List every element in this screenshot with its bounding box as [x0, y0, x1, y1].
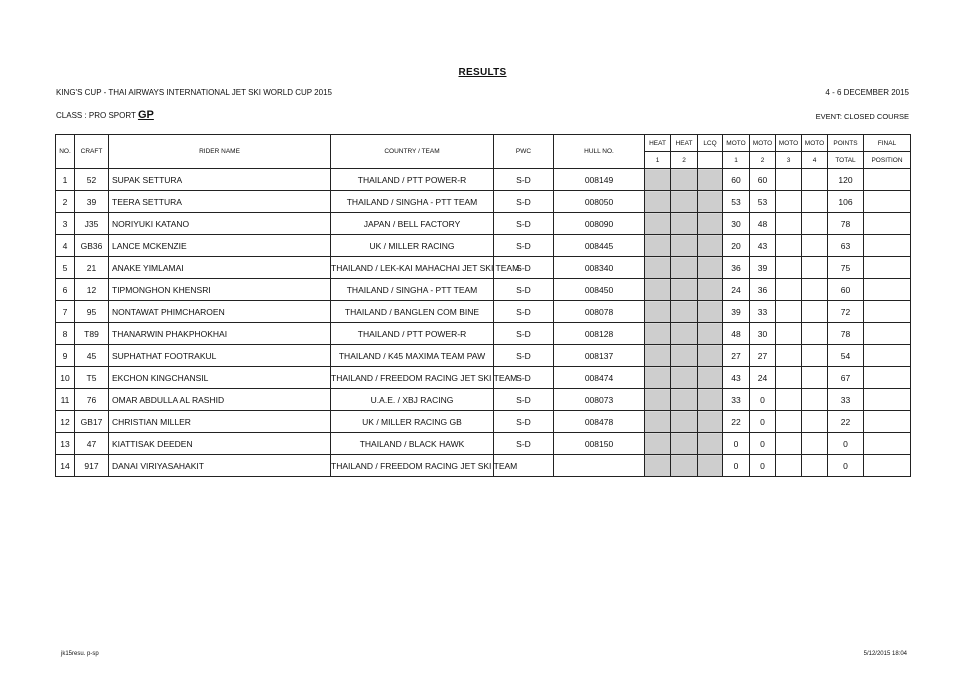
table-row	[56, 323, 911, 345]
cell-moto1: 20	[723, 235, 750, 257]
footer-timestamp: 5/12/2015 18:04	[863, 651, 907, 657]
col-moto1: MOTO	[723, 135, 750, 152]
cell-heat2	[671, 455, 698, 477]
cell-heat2	[671, 257, 698, 279]
cell-points-total: 67	[828, 367, 864, 389]
cell-points-total: 106	[828, 191, 864, 213]
cell-no: 7	[56, 301, 75, 323]
cell-no: 1	[56, 169, 75, 191]
cell-country: THAILAND / BANGLEN COM BINE	[331, 301, 494, 323]
cell-lcq	[698, 301, 723, 323]
cell-heat1	[645, 411, 671, 433]
cell-no: 11	[56, 389, 75, 411]
table-row	[56, 345, 911, 367]
cell-moto2: 0	[750, 455, 776, 477]
col-heat1-num: 1	[645, 152, 671, 169]
col-moto2-num: 2	[750, 152, 776, 169]
table-row	[56, 433, 911, 455]
cell-moto1: 39	[723, 301, 750, 323]
col-lcq-sub	[698, 152, 723, 169]
cell-country: THAILAND / BLACK HAWK	[331, 433, 494, 455]
cell-moto3	[776, 191, 802, 213]
cell-points-total: 60	[828, 279, 864, 301]
cell-pwc: S-D	[494, 191, 554, 213]
cell-points-total: 0	[828, 433, 864, 455]
cell-moto1: 33	[723, 389, 750, 411]
table-row	[56, 301, 911, 323]
cell-country: U.A.E. / XBJ RACING	[331, 389, 494, 411]
cell-rider: OMAR ABDULLA AL RASHID	[109, 389, 331, 411]
cell-moto2: 24	[750, 367, 776, 389]
cell-final-position	[864, 279, 911, 301]
cell-no: 14	[56, 455, 75, 477]
cell-craft: T89	[75, 323, 109, 345]
cell-lcq	[698, 389, 723, 411]
table-row	[56, 455, 911, 477]
cell-hull	[554, 455, 645, 477]
cell-no: 6	[56, 279, 75, 301]
cell-country: UK / MILLER RACING	[331, 235, 494, 257]
cell-moto4	[802, 301, 828, 323]
cell-rider: CHRISTIAN MILLER	[109, 411, 331, 433]
cell-moto3	[776, 279, 802, 301]
cell-moto2: 48	[750, 213, 776, 235]
cell-lcq	[698, 257, 723, 279]
cell-moto2: 0	[750, 411, 776, 433]
class-line	[56, 109, 154, 121]
cell-pwc: S-D	[494, 389, 554, 411]
cell-hull: 008149	[554, 169, 645, 191]
cell-moto3	[776, 169, 802, 191]
cell-moto3	[776, 345, 802, 367]
cell-hull: 008150	[554, 433, 645, 455]
table-row	[56, 279, 911, 301]
cell-points-total: 33	[828, 389, 864, 411]
cell-lcq	[698, 279, 723, 301]
cell-rider: NORIYUKI KATANO	[109, 213, 331, 235]
cell-heat2	[671, 191, 698, 213]
cell-moto1: 0	[723, 455, 750, 477]
cell-points-total: 54	[828, 345, 864, 367]
cell-hull: 008445	[554, 235, 645, 257]
cell-final-position	[864, 235, 911, 257]
cell-moto3	[776, 235, 802, 257]
cell-hull: 008128	[554, 323, 645, 345]
event-type: EVENT: CLOSED COURSE	[815, 112, 909, 121]
cell-moto2: 53	[750, 191, 776, 213]
results-body	[56, 169, 911, 477]
cell-craft: GB36	[75, 235, 109, 257]
cell-craft: 47	[75, 433, 109, 455]
cell-no: 10	[56, 367, 75, 389]
cell-no: 4	[56, 235, 75, 257]
cell-points-total: 120	[828, 169, 864, 191]
cell-final-position	[864, 345, 911, 367]
cell-rider: TIPMONGHON KHENSRI	[109, 279, 331, 301]
cell-craft: 917	[75, 455, 109, 477]
cell-moto4	[802, 213, 828, 235]
col-moto2: MOTO	[750, 135, 776, 152]
cell-moto4	[802, 235, 828, 257]
cell-heat2	[671, 389, 698, 411]
cell-hull: 008340	[554, 257, 645, 279]
cell-lcq	[698, 367, 723, 389]
cell-moto4	[802, 345, 828, 367]
cell-heat1	[645, 257, 671, 279]
cell-heat1	[645, 301, 671, 323]
cell-moto4	[802, 169, 828, 191]
cell-moto4	[802, 191, 828, 213]
cell-moto4	[802, 257, 828, 279]
cell-heat1	[645, 433, 671, 455]
cell-heat2	[671, 323, 698, 345]
cell-no: 5	[56, 257, 75, 279]
table-row	[56, 367, 911, 389]
page-title: RESULTS	[458, 67, 507, 78]
cell-moto3	[776, 367, 802, 389]
cell-rider: SUPHATHAT FOOTRAKUL	[109, 345, 331, 367]
cell-heat1	[645, 345, 671, 367]
cell-rider: DANAI VIRIYASAHAKIT	[109, 455, 331, 477]
cell-hull: 008050	[554, 191, 645, 213]
cell-moto4	[802, 433, 828, 455]
cell-points-total: 72	[828, 301, 864, 323]
cell-lcq	[698, 191, 723, 213]
cell-moto2: 27	[750, 345, 776, 367]
cell-points-total: 22	[828, 411, 864, 433]
cell-country: THAILAND / LEK-KAI MAHACHAI JET SKI TEAM	[331, 257, 494, 279]
cell-moto3	[776, 411, 802, 433]
footer-file: jk15resu. p-sp	[61, 651, 99, 657]
cell-heat2	[671, 411, 698, 433]
cell-moto3	[776, 433, 802, 455]
cell-heat1	[645, 235, 671, 257]
table-row	[56, 411, 911, 433]
cell-moto1: 22	[723, 411, 750, 433]
col-rider: RIDER NAME	[109, 135, 331, 169]
cell-moto3	[776, 455, 802, 477]
cell-moto2: 43	[750, 235, 776, 257]
col-points: POINTS	[828, 135, 864, 152]
cell-final-position	[864, 213, 911, 235]
cell-country: THAILAND / PTT POWER-R	[331, 323, 494, 345]
cell-hull: 008090	[554, 213, 645, 235]
cell-pwc: S-D	[494, 213, 554, 235]
col-final: FINAL	[864, 135, 911, 152]
col-pwc: PWC	[494, 135, 554, 169]
cell-final-position	[864, 367, 911, 389]
cell-craft: J35	[75, 213, 109, 235]
cell-country: UK / MILLER RACING GB	[331, 411, 494, 433]
cell-moto3	[776, 301, 802, 323]
cell-moto2: 33	[750, 301, 776, 323]
cell-hull: 008137	[554, 345, 645, 367]
cell-moto2: 0	[750, 433, 776, 455]
cell-craft: 12	[75, 279, 109, 301]
cell-pwc: S-D	[494, 367, 554, 389]
cell-heat1	[645, 213, 671, 235]
cell-heat1	[645, 455, 671, 477]
cell-final-position	[864, 455, 911, 477]
cell-moto2: 39	[750, 257, 776, 279]
cell-final-position	[864, 301, 911, 323]
cell-points-total: 0	[828, 455, 864, 477]
cell-pwc: S-D	[494, 257, 554, 279]
cell-craft: 45	[75, 345, 109, 367]
cell-moto2: 60	[750, 169, 776, 191]
cell-no: 12	[56, 411, 75, 433]
cell-final-position	[864, 169, 911, 191]
cell-moto4	[802, 389, 828, 411]
cell-moto4	[802, 411, 828, 433]
cell-rider: SUPAK SETTURA	[109, 169, 331, 191]
cell-final-position	[864, 433, 911, 455]
cell-no: 2	[56, 191, 75, 213]
cell-craft: 95	[75, 301, 109, 323]
cell-no: 13	[56, 433, 75, 455]
cell-points-total: 75	[828, 257, 864, 279]
cell-moto2: 30	[750, 323, 776, 345]
cell-hull: 008474	[554, 367, 645, 389]
cell-points-total: 78	[828, 213, 864, 235]
cell-hull: 008478	[554, 411, 645, 433]
cell-pwc: S-D	[494, 235, 554, 257]
cell-moto2: 0	[750, 389, 776, 411]
col-moto4-num: 4	[802, 152, 828, 169]
results-table	[55, 134, 911, 477]
cell-heat1	[645, 169, 671, 191]
cell-final-position	[864, 323, 911, 345]
col-points-total: TOTAL	[828, 152, 864, 169]
cell-moto1: 27	[723, 345, 750, 367]
cell-hull: 008078	[554, 301, 645, 323]
cell-pwc: S-D	[494, 169, 554, 191]
cell-heat1	[645, 323, 671, 345]
cell-moto1: 60	[723, 169, 750, 191]
cell-heat2	[671, 367, 698, 389]
cell-country: THAILAND / PTT POWER-R	[331, 169, 494, 191]
col-moto3-num: 3	[776, 152, 802, 169]
cell-country: THAILAND / FREEDOM RACING JET SKI TEAM	[331, 367, 494, 389]
cell-heat1	[645, 389, 671, 411]
cell-moto2: 36	[750, 279, 776, 301]
cell-final-position	[864, 257, 911, 279]
col-country: COUNTRY / TEAM	[331, 135, 494, 169]
cell-heat2	[671, 169, 698, 191]
cell-hull: 008450	[554, 279, 645, 301]
cell-rider: NONTAWAT PHIMCHAROEN	[109, 301, 331, 323]
table-row	[56, 235, 911, 257]
cell-craft: 39	[75, 191, 109, 213]
cell-craft: 21	[75, 257, 109, 279]
cell-moto4	[802, 455, 828, 477]
cell-moto4	[802, 323, 828, 345]
cell-final-position	[864, 389, 911, 411]
cell-moto1: 24	[723, 279, 750, 301]
cell-rider: LANCE MCKENZIE	[109, 235, 331, 257]
cell-pwc: S-D	[494, 279, 554, 301]
cell-pwc: S-D	[494, 411, 554, 433]
cell-heat2	[671, 301, 698, 323]
cell-lcq	[698, 345, 723, 367]
class-name: GP	[137, 109, 154, 121]
cell-lcq	[698, 169, 723, 191]
cell-craft: 76	[75, 389, 109, 411]
cell-heat1	[645, 279, 671, 301]
cell-no: 8	[56, 323, 75, 345]
cell-moto1: 36	[723, 257, 750, 279]
cell-lcq	[698, 235, 723, 257]
cell-moto3	[776, 323, 802, 345]
cell-heat1	[645, 367, 671, 389]
cell-moto4	[802, 367, 828, 389]
cell-rider: TEERA SETTURA	[109, 191, 331, 213]
cell-pwc: S-D	[494, 323, 554, 345]
cell-moto1: 53	[723, 191, 750, 213]
cell-lcq	[698, 213, 723, 235]
col-heat2-num: 2	[671, 152, 698, 169]
cell-moto1: 48	[723, 323, 750, 345]
table-row	[56, 169, 911, 191]
cell-heat2	[671, 345, 698, 367]
cell-heat1	[645, 191, 671, 213]
col-hull: HULL NO.	[554, 135, 645, 169]
cell-points-total: 78	[828, 323, 864, 345]
cell-rider: THANARWIN PHAKPHOKHAI	[109, 323, 331, 345]
col-moto3: MOTO	[776, 135, 802, 152]
col-moto1-num: 1	[723, 152, 750, 169]
cell-final-position	[864, 411, 911, 433]
cell-moto1: 43	[723, 367, 750, 389]
cell-hull: 008073	[554, 389, 645, 411]
col-heat2: HEAT	[671, 135, 698, 152]
cell-moto1: 0	[723, 433, 750, 455]
header-row	[56, 135, 911, 152]
cell-lcq	[698, 455, 723, 477]
cell-moto1: 30	[723, 213, 750, 235]
cell-lcq	[698, 323, 723, 345]
table-row	[56, 191, 911, 213]
cell-pwc: S-D	[494, 301, 554, 323]
cell-moto4	[802, 279, 828, 301]
cell-moto3	[776, 213, 802, 235]
cell-lcq	[698, 411, 723, 433]
col-lcq: LCQ	[698, 135, 723, 152]
cell-final-position	[864, 191, 911, 213]
cell-rider: ANAKE YIMLAMAI	[109, 257, 331, 279]
table-row	[56, 389, 911, 411]
cell-rider: EKCHON KINGCHANSIL	[109, 367, 331, 389]
cell-no: 3	[56, 213, 75, 235]
class-prefix: CLASS : PRO SPORT	[56, 111, 138, 120]
cell-rider: KIATTISAK DEEDEN	[109, 433, 331, 455]
cell-heat2	[671, 235, 698, 257]
col-final-position: POSITION	[864, 152, 911, 169]
cell-moto3	[776, 257, 802, 279]
col-heat1: HEAT	[645, 135, 671, 152]
col-craft: CRAFT	[75, 135, 109, 169]
cell-heat2	[671, 213, 698, 235]
table-row	[56, 213, 911, 235]
cell-country: THAILAND / K45 MAXIMA TEAM PAW	[331, 345, 494, 367]
cell-country: THAILAND / SINGHA - PTT TEAM	[331, 279, 494, 301]
col-no: NO.	[56, 135, 75, 169]
event-name: KING'S CUP - THAI AIRWAYS INTERNATIONAL JET SKI WORLD CUP 2015	[56, 88, 332, 97]
col-moto4: MOTO	[802, 135, 828, 152]
cell-lcq	[698, 433, 723, 455]
cell-pwc: S-D	[494, 433, 554, 455]
cell-country: THAILAND / FREEDOM RACING JET SKI TEAM	[331, 455, 494, 477]
cell-craft: GB17	[75, 411, 109, 433]
cell-heat2	[671, 279, 698, 301]
cell-craft: T5	[75, 367, 109, 389]
cell-no: 9	[56, 345, 75, 367]
cell-heat2	[671, 433, 698, 455]
cell-craft: 52	[75, 169, 109, 191]
cell-country: JAPAN / BELL FACTORY	[331, 213, 494, 235]
cell-pwc: S-D	[494, 345, 554, 367]
table-row	[56, 257, 911, 279]
cell-points-total: 63	[828, 235, 864, 257]
event-dates: 4 - 6 DECEMBER 2015	[825, 88, 909, 97]
cell-moto3	[776, 389, 802, 411]
cell-country: THAILAND / SINGHA - PTT TEAM	[331, 191, 494, 213]
